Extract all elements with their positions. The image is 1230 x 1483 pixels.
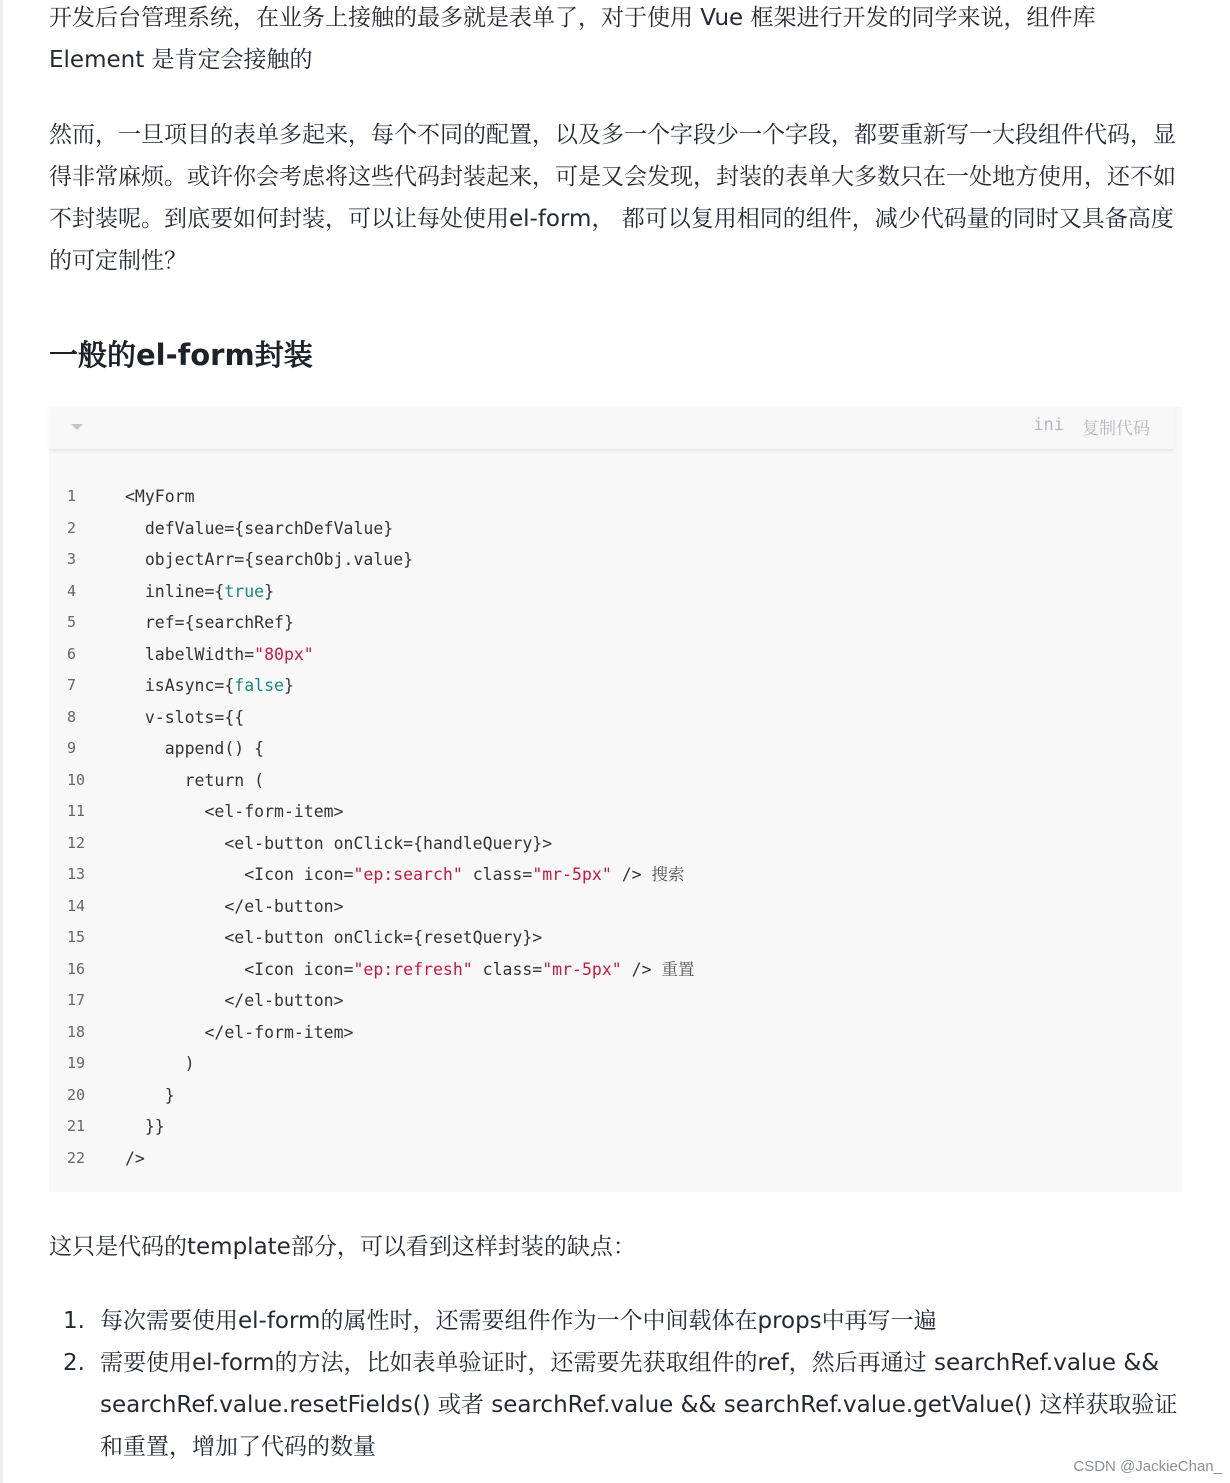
code-token: false xyxy=(234,676,284,695)
code-line xyxy=(49,1111,1182,1143)
list-item-text: 每次需要使用el-form的属性时，还需要组件作为一个中间载体在props中再写一遍 xyxy=(100,1308,937,1334)
code-token: return ( xyxy=(125,770,265,790)
code-token: defValue={searchDefValue} xyxy=(125,518,394,538)
line-number: 9 xyxy=(67,739,77,757)
code-line xyxy=(49,765,1182,797)
list-item-text: 需要使用el-form的方法，比如表单验证时，还需要先获取组件的ref，然后再通过 searchRef.value && searchRef.value.resetFields() 或者 searchRef.value && searchRef.value.getValue() 这样获取验证和重置，增加了代码的数量 xyxy=(100,1350,1178,1460)
list-item xyxy=(49,1342,1182,1468)
line-number: 10 xyxy=(67,770,86,789)
line-number: 7 xyxy=(67,676,77,694)
line-number: 2 xyxy=(67,518,77,537)
code-lines xyxy=(49,481,1182,1174)
code-line xyxy=(49,544,1182,576)
code-text xyxy=(125,954,694,986)
copy-code-button[interactable]: 复制代码 xyxy=(1082,419,1150,439)
line-number: 1 xyxy=(67,487,77,505)
code-token: <el-button onClick={handleQuery}> xyxy=(125,833,553,853)
code-token: /> xyxy=(125,1148,145,1168)
chevron-down-icon[interactable] xyxy=(71,424,83,430)
code-token: true xyxy=(224,581,265,601)
code-line xyxy=(49,891,1182,923)
code-text xyxy=(125,607,294,639)
line-number: 8 xyxy=(67,707,77,726)
code-text xyxy=(125,985,344,1017)
code-text xyxy=(125,828,552,860)
code-text xyxy=(125,513,393,545)
code-token: <MyForm xyxy=(125,487,195,506)
code-token: objectArr={searchObj.value} xyxy=(125,550,414,569)
code-text xyxy=(125,1143,145,1175)
code-line xyxy=(49,1048,1182,1080)
code-line xyxy=(49,985,1182,1017)
code-token: "ep:refresh" xyxy=(353,959,473,979)
code-token: <Icon icon= xyxy=(125,865,354,884)
code-line xyxy=(49,1017,1182,1049)
code-token: "mr-5px" xyxy=(532,865,612,884)
line-number: 5 xyxy=(67,613,77,631)
code-line xyxy=(49,828,1182,860)
code-text xyxy=(125,1111,165,1143)
line-number: 21 xyxy=(67,1117,86,1135)
line-number: 17 xyxy=(67,991,86,1009)
code-token: ) xyxy=(125,1054,195,1073)
left-border xyxy=(0,0,3,1483)
code-token: 重置 xyxy=(661,959,695,979)
line-number: 18 xyxy=(67,1022,86,1041)
code-text xyxy=(125,796,344,828)
template-note-paragraph: 这只是代码的template部分，可以看到这样封装的缺点： xyxy=(49,1234,636,1260)
code-text xyxy=(125,1048,195,1080)
code-token: labelWidth= xyxy=(125,644,255,664)
code-token: v-slots={{ xyxy=(125,707,245,727)
code-token: <el-form-item> xyxy=(125,802,344,821)
code-line xyxy=(49,670,1182,702)
code-token: inline={ xyxy=(125,581,225,601)
code-token: /> xyxy=(611,865,652,884)
line-number: 13 xyxy=(67,865,86,883)
intro-paragraph: 开发后台管理系统，在业务上接触的最多就是表单了，对于使用 Vue 框架进行开发的同学来说，组件库 Element 是肯定会接触的 xyxy=(49,5,1096,73)
code-line xyxy=(49,922,1182,954)
code-line xyxy=(49,859,1182,891)
code-token: } xyxy=(283,676,294,695)
line-number: 3 xyxy=(67,550,77,568)
code-token: </el-button> xyxy=(125,896,344,916)
code-block-header xyxy=(49,407,1174,450)
line-number: 20 xyxy=(67,1085,86,1104)
code-token: class= xyxy=(472,959,543,979)
code-token: </el-button> xyxy=(125,991,344,1010)
code-line xyxy=(49,513,1182,545)
line-number: 22 xyxy=(67,1148,86,1167)
code-token: "ep:search" xyxy=(353,865,463,884)
code-text xyxy=(125,1017,353,1049)
code-text xyxy=(125,576,274,608)
list-number: 1. xyxy=(63,1308,85,1334)
code-line xyxy=(49,1080,1182,1112)
code-text xyxy=(125,891,344,923)
watermark: CSDN @JackieChan_ xyxy=(1073,1458,1222,1475)
line-number: 14 xyxy=(67,896,86,915)
code-line xyxy=(49,702,1182,734)
code-token: } xyxy=(264,581,275,601)
code-text xyxy=(125,670,294,702)
line-number: 15 xyxy=(67,928,86,946)
code-token: append() { xyxy=(125,739,265,758)
line-number: 4 xyxy=(67,581,77,600)
line-number: 12 xyxy=(67,833,86,852)
code-text xyxy=(125,639,314,671)
list-number: 2. xyxy=(63,1350,85,1376)
code-line xyxy=(49,796,1182,828)
code-token: 搜索 xyxy=(651,865,685,884)
code-text xyxy=(125,922,542,954)
code-text xyxy=(125,1080,175,1112)
code-token: class= xyxy=(462,865,533,884)
drawbacks-list xyxy=(49,1300,1182,1468)
problem-paragraph: 然而，一旦项目的表单多起来，每个不同的配置，以及多一个字段少一个字段，都要重新写一大段组件代码，显得非常麻烦。或许你会考虑将这些代码封装起来，可是又会发现，封装的表单大多数只在一处地方使用，还不如不封装呢。到底要如何封装，可以让每处使用el-form， 都可以复用相同的组件，减少代码量的同时又具备高度的可定制性？ xyxy=(49,122,1176,274)
code-token: "mr-5px" xyxy=(542,959,622,979)
line-number: 19 xyxy=(67,1054,86,1072)
code-token: isAsync={ xyxy=(125,676,235,695)
code-token: /> xyxy=(621,959,662,979)
code-token: } xyxy=(125,1085,175,1105)
line-number: 16 xyxy=(67,959,86,978)
code-line xyxy=(49,576,1182,608)
code-text xyxy=(125,859,685,891)
code-line xyxy=(49,639,1182,671)
line-number: 11 xyxy=(67,802,86,820)
code-line xyxy=(49,481,1182,513)
list-item xyxy=(49,1300,1182,1342)
section-heading: 一般的el-form封装 xyxy=(49,338,313,372)
code-text xyxy=(125,765,264,797)
code-text xyxy=(125,481,195,513)
line-number: 6 xyxy=(67,644,77,663)
code-text xyxy=(125,733,264,765)
code-token: </el-form-item> xyxy=(125,1022,354,1042)
code-line xyxy=(49,954,1182,986)
code-line xyxy=(49,607,1182,639)
code-text xyxy=(125,544,413,576)
code-line xyxy=(49,733,1182,765)
code-language-label: ini xyxy=(1033,415,1064,435)
code-token: <el-button onClick={resetQuery}> xyxy=(125,928,543,947)
code-text xyxy=(125,702,244,734)
code-token: <Icon icon= xyxy=(125,959,354,979)
code-token: ref={searchRef} xyxy=(125,613,294,632)
code-block xyxy=(49,407,1182,1192)
code-line xyxy=(49,1143,1182,1175)
code-token: "80px" xyxy=(254,644,314,664)
code-token: }} xyxy=(125,1117,165,1136)
